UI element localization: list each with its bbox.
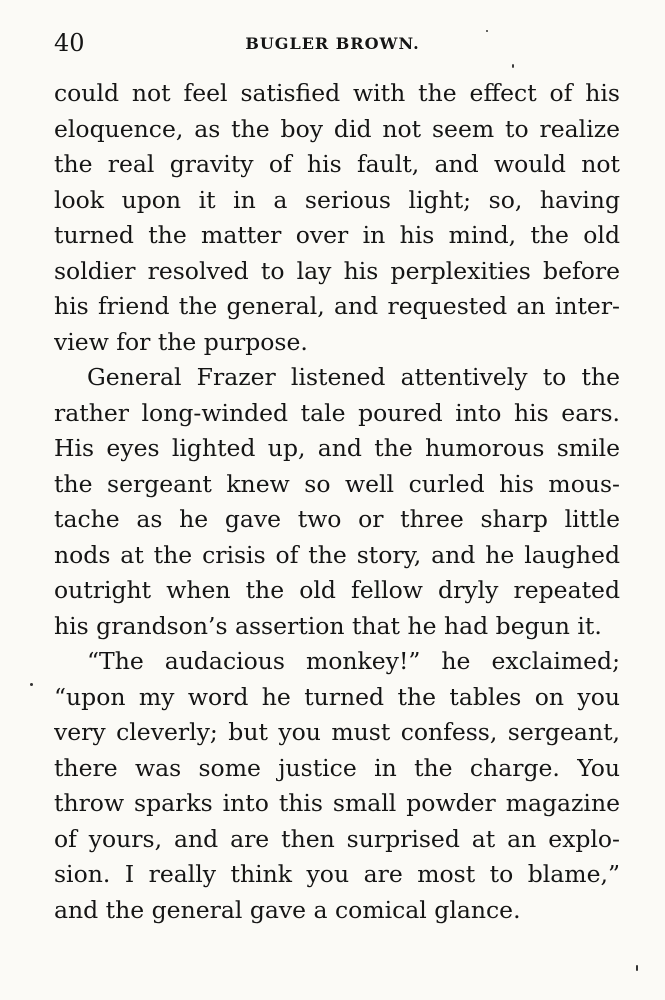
text-line: and the general gave a comical glance. <box>54 895 521 924</box>
text-line: the sergeant knew so well curled his mous- <box>54 469 620 498</box>
text-line: very cleverly; but you must confess, sergeant, <box>54 718 620 746</box>
text-line: outright when the old fellow dryly repeated <box>54 576 620 604</box>
text-line: there was some justice in the charge. You <box>54 753 620 782</box>
text-line: look upon it in a serious light; so, having <box>54 185 620 214</box>
text-line: sion. I really think you are most to blame,” <box>54 860 620 888</box>
text-line: soldier resolved to lay his perplexities before <box>54 256 620 285</box>
body-text <box>54 76 620 928</box>
print-speck <box>512 64 514 68</box>
print-speck <box>486 30 488 32</box>
print-speck <box>30 683 33 686</box>
text-line: could not feel satisfied with the effect of his <box>54 79 620 107</box>
text-line: nods at the crisis of the story, and he laughed <box>54 540 620 569</box>
text-line: “upon my word he turned the tables on you <box>54 682 620 711</box>
page-number: 40 <box>54 29 85 57</box>
text-line: tache as he gave two or three sharp little <box>54 505 620 533</box>
text-line: rather long-winded tale poured into his ears. <box>54 398 620 427</box>
text-line: throw sparks into this small powder magazine <box>54 789 620 817</box>
text-line: turned the matter over in his mind, the old <box>54 221 620 249</box>
text-line: his friend the general, and requested an inter- <box>54 292 620 320</box>
text-line: His eyes lighted up, and the humorous smile <box>54 434 620 462</box>
text-line: his grandson’s assertion that he had begun it. <box>54 611 602 640</box>
text-line: eloquence, as the boy did not seem to realize <box>54 114 620 143</box>
text-line: of yours, and are then surprised at an explo- <box>54 824 620 853</box>
running-title: BUGLER BROWN. <box>245 34 420 53</box>
text-line: “The audacious monkey!” he exclaimed; <box>87 647 620 675</box>
text-line: view for the purpose. <box>54 327 308 356</box>
page-header <box>0 28 665 62</box>
print-speck <box>636 965 638 971</box>
text-line: General Frazer listened attentively to the <box>87 363 620 391</box>
text-line: the real gravity of his fault, and would not <box>54 150 620 178</box>
